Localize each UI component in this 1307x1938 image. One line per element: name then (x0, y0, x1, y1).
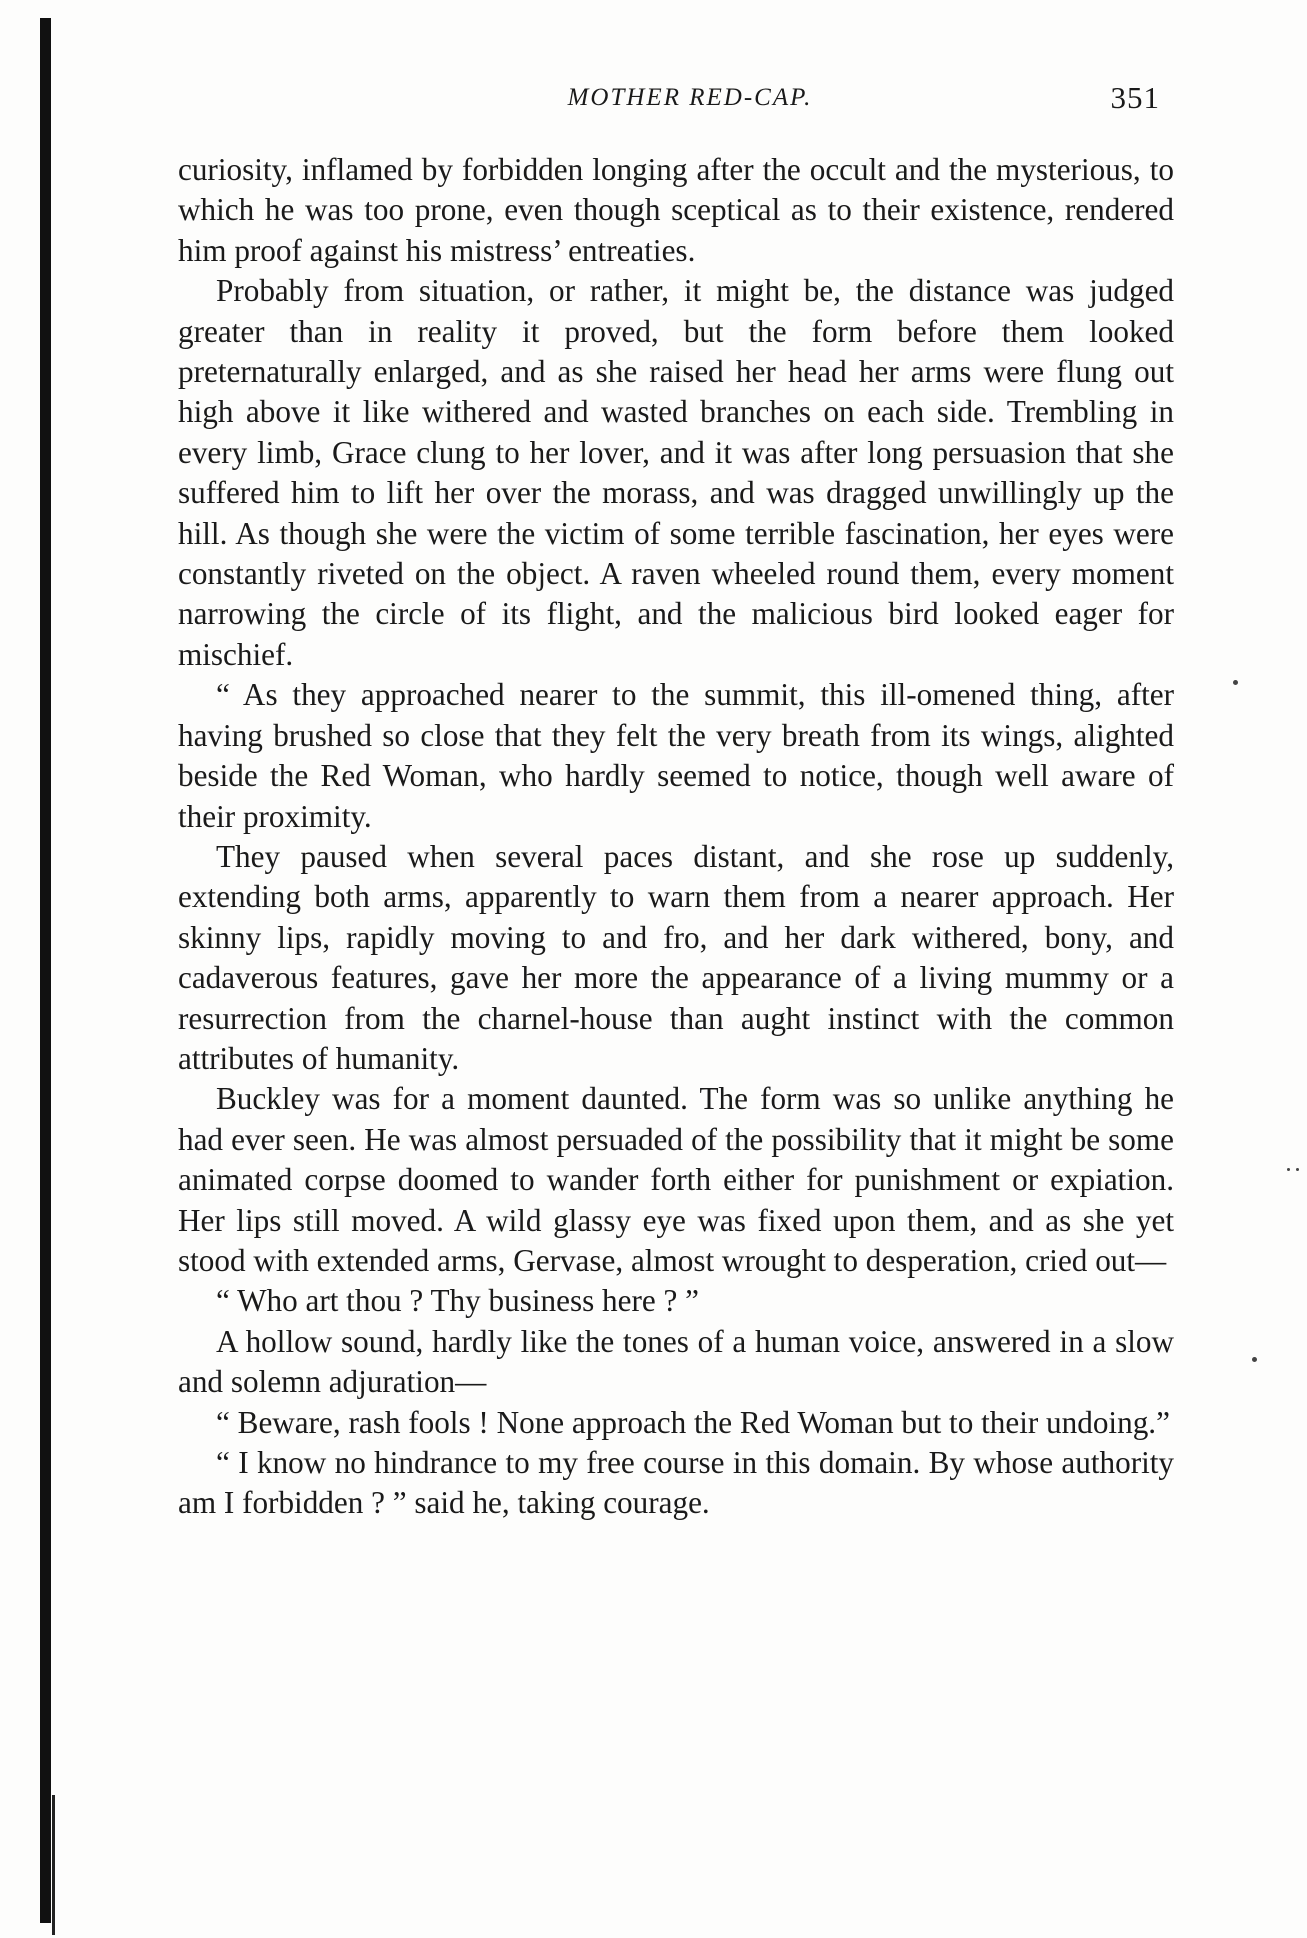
paragraph: Buckley was for a moment daunted. The form was so unlike anything he had ever seen. He was almost persuaded of the possibility that it might be some animated corpse doomed to wander forth either for punishment or expiation. Her lips still moved. A wild glassy eye was fixed upon them, and as she yet stood with extended arms, Gervase, almost wrought to desperation, cried out— (178, 1081, 1174, 1278)
body-text (178, 150, 1174, 1524)
paragraph: “ Who art thou ? Thy business here ? ” (216, 1283, 699, 1319)
print-speck (1287, 1168, 1290, 1171)
paragraph: They paused when several paces distant, and she rose up suddenly, extending both arms, apparently to warn them from a nearer approach. Her skinny lips, rapidly moving to and fro, and her dark withered, bony, and cadaverous features, gave her more the appearance of a living mummy or a resurrection from the charnel-house than aught instinct with the common attributes of humanity. (178, 838, 1174, 1076)
paragraph: “ As they approached nearer to the summit, this ill-omened thing, after having brushed so close that they felt the very breath from its wings, alighted beside the Red Woman, who hardly seemed to notice, though well aware of their proximity. (178, 677, 1174, 834)
paragraph: “ I know no hindrance to my free course in this domain. By whose authority am I forbidden ? ” said he, taking courage. (178, 1445, 1174, 1521)
running-title: MOTHER RED-CAP. (567, 84, 813, 111)
paragraph: “ Beware, rash fools ! None approach the Red Woman but to their undoing.” (216, 1404, 1170, 1440)
page-header (180, 80, 1170, 134)
binding-edge-shadow-lower (52, 1795, 55, 1935)
paragraph: curiosity, inflamed by forbidden longing after the occult and the mysterious, to which he was too prone, even though sceptical as to their existence, rendered him proof against his mistress’ entreaties. (178, 152, 1174, 268)
print-speck (1233, 680, 1238, 685)
print-speck (1252, 1357, 1257, 1362)
paragraph: Probably from situation, or rather, it might be, the distance was judged greater than in reality it proved, but the form before them looked preternaturally enlarged, and as she raised her head her arms were flung out high above it like withered and wasted branches on each side. Trembling in every limb, Grace clung to her lover, and it was after long persuasion that she suffered him to lift her over the morass, and was dragged unwillingly up the hill. As though she were the victim of some terrible fascination, her eyes were constantly riveted on the object. A raven wheeled round them, every moment narrowing the circle of its flight, and the malicious bird looked eager for mischief. (178, 273, 1174, 672)
binding-edge-shadow (40, 18, 51, 1923)
print-speck (1296, 1168, 1299, 1171)
page-number: 351 (1110, 80, 1160, 115)
paragraph: A hollow sound, hardly like the tones of a human voice, answered in a slow and solemn adjuration— (178, 1323, 1174, 1400)
